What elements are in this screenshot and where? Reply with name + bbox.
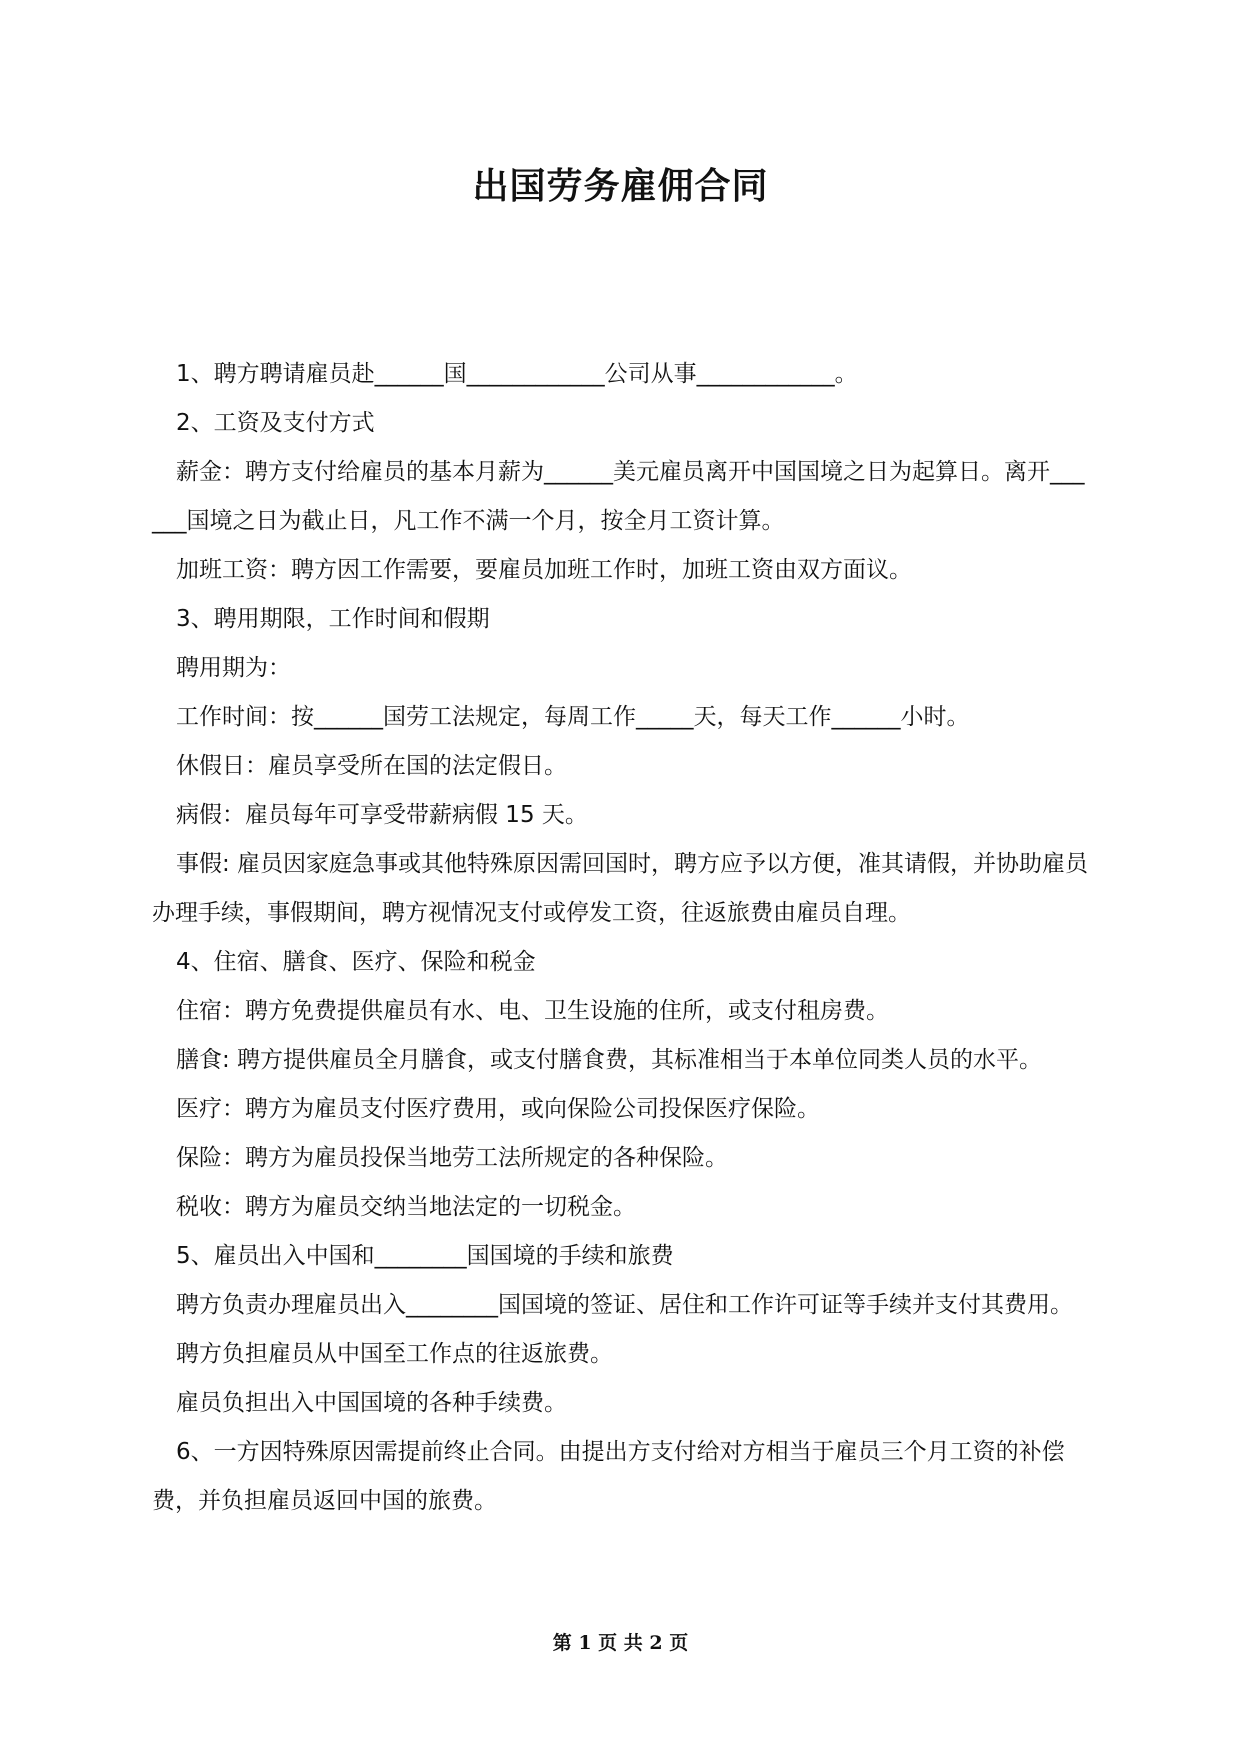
paragraph: 工作时间：按______国劳工法规定，每周工作_____天，每天工作______小时。	[176, 704, 970, 730]
paragraph: 医疗：聘方为雇员支付医疗费用，或向保险公司投保医疗保险。	[176, 1096, 820, 1122]
document-body	[152, 350, 1092, 1526]
section-heading: 5、雇员出入中国和________国国境的手续和旅费	[176, 1243, 674, 1269]
paragraph: 休假日：雇员享受所在国的法定假日。	[176, 753, 567, 779]
section-heading: 2、工资及支付方式	[176, 410, 375, 436]
paragraph: 薪金：聘方支付给雇员的基本月薪为______美元雇员离开中国国境之日为起算日。离开______国境之日为截止日，凡工作不满一个月，按全月工资计算。	[152, 459, 1085, 534]
paragraph: 聘方负责办理雇员出入________国国境的签证、居住和工作许可证等手续并支付其费用。	[176, 1292, 1073, 1318]
paragraph: 聘方负担雇员从中国至工作点的往返旅费。	[176, 1341, 613, 1367]
paragraph: 膳食: 聘方提供雇员全月膳食，或支付膳食费，其标准相当于本单位同类人员的水平。	[176, 1047, 1043, 1073]
section-heading: 3、聘用期限，工作时间和假期	[176, 606, 490, 632]
paragraph: 保险：聘方为雇员投保当地劳工法所规定的各种保险。	[176, 1145, 728, 1171]
paragraph: 税收：聘方为雇员交纳当地法定的一切税金。	[176, 1194, 636, 1220]
paragraph: 雇员负担出入中国国境的各种手续费。	[176, 1390, 567, 1416]
paragraph: 病假：雇员每年可享受带薪病假 15 天。	[176, 802, 588, 828]
page-footer: 第 1 页 共 2 页	[552, 1632, 689, 1654]
paragraph: 住宿：聘方免费提供雇员有水、电、卫生设施的住所，或支付租房费。	[176, 998, 889, 1024]
document-title: 出国劳务雇佣合同	[472, 166, 769, 207]
section-heading: 4、住宿、膳食、医疗、保险和税金	[176, 949, 536, 975]
paragraph: 聘用期为：	[176, 655, 291, 681]
paragraph: 事假: 雇员因家庭急事或其他特殊原因需回国时，聘方应予以方便，准其请假，并协助雇员办理手续，事假期间，聘方视情况支付或停发工资，往返旅费由雇员自理。	[152, 851, 1089, 926]
paragraph: 1、聘方聘请雇员赴______国____________公司从事____________。	[176, 361, 858, 387]
paragraph: 加班工资：聘方因工作需要，要雇员加班工作时，加班工资由双方面议。	[176, 557, 912, 583]
paragraph: 6、一方因特殊原因需提前终止合同。由提出方支付给对方相当于雇员三个月工资的补偿费，并负担雇员返回中国的旅费。	[152, 1439, 1065, 1514]
